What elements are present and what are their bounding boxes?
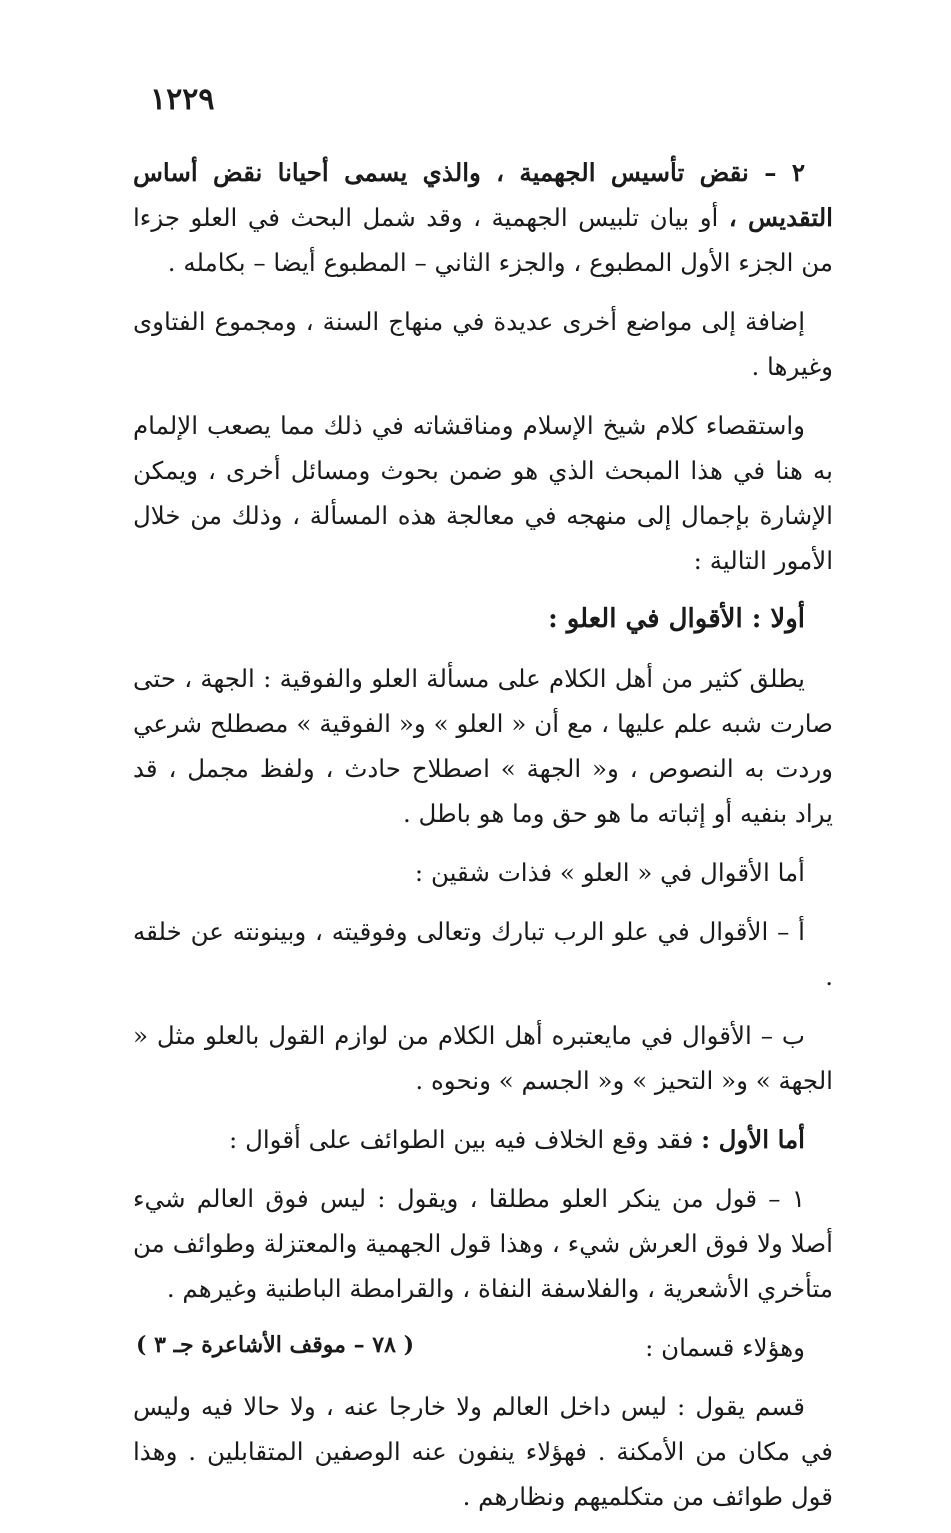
paragraph-1 [133,150,833,285]
paragraph-4: يطلق كثير من أهل الكلام على مسألة العلو والفوقية : الجهة ، حتى صارت شبه علم عليها ، مع أن « العلو » و« الفوقية » مصطلح شرعي وردت به النصوص ، و« الجهة » اصطلاح حادث ، ولفظ مجمل ، قد يراد بنفيه أو إثباته ما هو حق وما هو باطل . [133,664,833,828]
paragraph-9: ١ – قول من ينكر العلو مطلقا ، ويقول : ليس فوق العالم شيء أصلا ولا فوق العرش شيء ، وهذا قول الجهمية والمعتزلة وطوائف من متأخري الأشعرية ، والفلاسفة النفاة ، والقرامطة الباطنية وغيرهم . [133,1184,833,1303]
paragraph-1-lead: ٢ – نقض تأسيس الجهمية ، والذي يسمى أحيانا نقض أساس التقديس ، [133,158,833,232]
paragraph-8-lead: أما الأول : [701,1125,805,1154]
page-body [133,150,833,1533]
page-number: ١٢٢٩ [150,82,215,117]
paragraph-10: وهؤلاء قسمان : [645,1333,805,1362]
paragraph-1-text: أو بيان تلبيس الجهمية ، وقد شمل البحث في العلو جزءا من الجزء الأول المطبوع ، والجزء الثاني – المطبوع أيضا – بكامله . [133,203,833,277]
paragraph-11: قسم يقول : ليس داخل العالم ولا خارجا عنه ، ولا حالا فيه وليس في مكان من الأمكنة . فهؤلاء ينفون عنه الوصفين المتقابلين . وهذا قول طوائف من متكلميهم ونظارهم . [133,1392,833,1511]
section-heading: أولا : الأقوال في العلو : [548,604,805,634]
paragraph-3: واستقصاء كلام شيخ الإسلام ومناقشاته في ذلك مما يصعب الإلمام به هنا في هذا المبحث الذي هو ضمن بحوث ومسائل أخرى ، ويمكن الإشارة بإجمال إلى منهجه في معالجة هذه المسألة ، وذلك من خلال الأمور التالية : [133,411,833,575]
paragraph-8-text: فقد وقع الخلاف فيه بين الطوائف على أقوال : [229,1125,702,1154]
paragraph-5: أما الأقوال في « العلو » فذات شقين : [414,858,805,887]
paragraph-2: إضافة إلى مواضع أخرى عديدة في منهاج السنة ، ومجموع الفتاوى وغيرها . [133,307,833,381]
paragraph-8 [133,1117,833,1162]
paragraph-7: ب – الأقوال في مايعتبره أهل الكلام من لوازم القول بالعلو مثل « الجهة » و« التحيز » و« الجسم » ونحوه . [133,1021,833,1095]
paragraph-6: أ – الأقوال في علو الرب تبارك وتعالى وفوقيته ، وبينونته عن خلقه . [133,917,833,991]
footer-signature: ( ٧٨ – موقف الأشاعرة جـ ٣ ) [136,1332,414,1358]
